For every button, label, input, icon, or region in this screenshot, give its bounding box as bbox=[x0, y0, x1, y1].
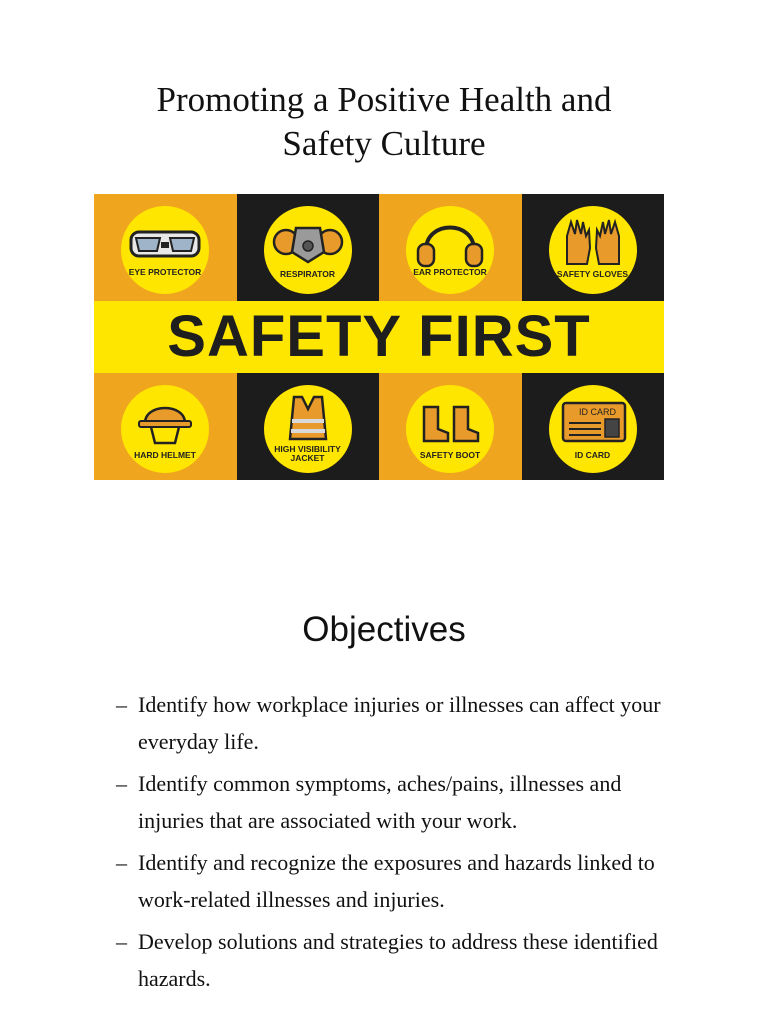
goggles-icon bbox=[121, 206, 209, 294]
page-title bbox=[0, 78, 768, 166]
label-eye-protector: EYE PROTECTOR bbox=[128, 267, 202, 277]
safety-first-stripe bbox=[94, 301, 664, 373]
label-high-visibility-line-2: JACKET bbox=[290, 453, 325, 463]
objective-item bbox=[116, 923, 676, 997]
label-safety-boot: SAFETY BOOT bbox=[419, 450, 481, 460]
objective-text: Identify common symptoms, aches/pains, illnesses and injuries that are associated with your work. bbox=[138, 771, 622, 833]
label-hard-helmet: HARD HELMET bbox=[134, 450, 196, 460]
tile-hard-helmet bbox=[94, 373, 237, 480]
safety-first-banner bbox=[94, 194, 664, 480]
tile-eye-protector bbox=[94, 194, 237, 301]
tile-respirator bbox=[237, 194, 380, 301]
label-id-card: ID CARD bbox=[574, 450, 611, 460]
respirator-icon bbox=[264, 206, 352, 294]
objective-item bbox=[116, 844, 676, 918]
tile-id-card bbox=[522, 373, 665, 480]
objectives-list bbox=[116, 686, 676, 1002]
label-high-visibility-line-1: HIGH VISIBILITY bbox=[274, 444, 341, 454]
label-safety-gloves: SAFETY GLOVES bbox=[556, 269, 629, 279]
tile-high-visibility-jacket bbox=[237, 373, 380, 480]
bullet-dash: – bbox=[116, 850, 127, 875]
objective-text: Identify how workplace injuries or illnesses can affect your everyday life. bbox=[138, 692, 661, 754]
tile-ear-protector bbox=[379, 194, 522, 301]
objective-item bbox=[116, 765, 676, 839]
id-card-text: ID CARD bbox=[578, 407, 616, 417]
bullet-dash: – bbox=[116, 771, 127, 796]
label-respirator: RESPIRATOR bbox=[280, 269, 335, 279]
objective-text: Identify and recognize the exposures and hazards linked to work-related illnesses and injuries. bbox=[138, 850, 655, 912]
tile-safety-boot bbox=[379, 373, 522, 480]
bullet-dash: – bbox=[116, 692, 127, 717]
tile-safety-gloves bbox=[522, 194, 665, 301]
objective-text: Develop solutions and strategies to address these identified hazards. bbox=[138, 929, 658, 991]
label-high-visibility-jacket bbox=[264, 445, 352, 463]
page-title-line-1: Promoting a Positive Health and bbox=[156, 80, 612, 119]
safety-first-headline: SAFETY FIRST bbox=[167, 304, 591, 369]
ear-muffs-icon bbox=[406, 206, 494, 294]
objectives-heading: Objectives bbox=[302, 610, 466, 649]
label-ear-protector: EAR PROTECTOR bbox=[413, 267, 487, 277]
bullet-dash: – bbox=[116, 929, 127, 954]
page-title-line-2: Safety Culture bbox=[282, 124, 486, 163]
objective-item bbox=[116, 686, 676, 760]
gloves-icon bbox=[549, 206, 637, 294]
